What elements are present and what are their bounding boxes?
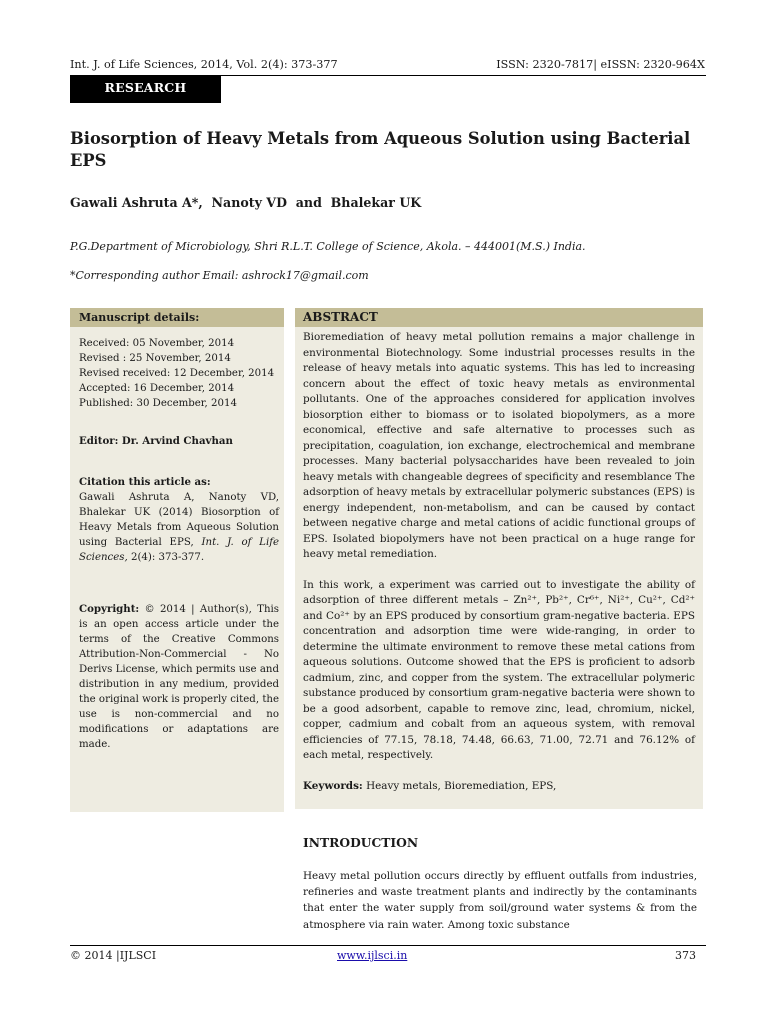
copyright-text: © 2014 | Author(s), This is an open access article under the terms of the Creative Commons Attribution-Non-Commercial - No Derivs License, which permits use and distribution in any medium, provided the original work is properly cited, the use is non-commercial and no modifications or adaptations are made. [79,604,279,750]
citation-text: Gawali Ashruta A, Nanoty VD, Bhalekar UK (2014) Biosorption of Heavy Metals from Aqueous Solution using Bacterial EPS, Int. J. of Life Sciences, 2(4): 373-377. [79,492,280,563]
issn: ISSN: 2320-7817| eISSN: 2320-964X [496,58,705,71]
copyright-label: Copyright: [79,603,140,615]
journal-citation: Int. J. of Life Sciences, 2014, Vol. 2(4): 373-377 [70,58,338,71]
manuscript-details-heading: Manuscript details: [70,308,284,327]
introduction-text: Heavy metal pollution occurs directly by effluent outfalls from industries, refineries and waste treatment plants and indirectly by the contaminants that enter the water supply from soil/ground water systems & from the atmosphere via rain water. Among toxic substance [303,870,697,931]
article-title: Biosorption of Heavy Metals from Aqueous Solution using Bacterial EPS [70,129,691,170]
copyright-notice [79,602,279,752]
website-link[interactable]: www.ijlsci.in [337,949,408,962]
abstract-paragraph-1: Bioremediation of heavy metal pollution remains a major challenge in environmental Biotechnology. Some industrial processes results in the release of heavy metals into aquatic systems. This has led to increasing concern about the effect of toxic heavy metals as environmental pollutants. One of the approaches considered for application involves biosorption either to biomass or to isolated biopolymers, as a more economical, effective and safe alternative to processes such as precipitation, coagulation, ion exchange, electrochemical and membrane processes. Many bacterial polysaccharides have been revealed to join heavy metals with changeable degrees of specificity and resemblance The adsorption of heavy metals by extracellular polymeric substances (EPS) is energy independent, non-metabolism, and can be caused by contact between negative charge and metal cations of acidic functional groups of EPS. Isolated biopolymers have not been practical on a huge range for heavy metal remediation. [303,331,695,560]
received-date: Received: 05 November, 2014 [79,338,235,349]
citation-block [79,475,279,565]
manuscript-details-panel [70,327,284,812]
abstract-panel [295,327,703,809]
corresponding-author: *Corresponding author Email: ashrock17@gmail.com [70,269,369,282]
keywords [303,779,695,795]
revised-received-date: Revised received: 12 December, 2014 [79,368,275,379]
authors: Gawali Ashruta A*, Nanoty VD and Bhalekar UK [70,195,422,210]
accepted-date: Accepted: 16 December, 2014 [79,383,235,394]
citation-journal: Int. J. of Life Sciences, [79,537,280,563]
footer-copyright: © 2014 |IJLSCI [70,949,157,962]
editor: Editor: Dr. Arvind Chavhan [79,435,233,447]
citation-title: Citation this article as: [79,476,211,488]
introduction-heading: INTRODUCTION [303,835,419,850]
abstract-heading: ABSTRACT [295,308,703,327]
article-type-label: RESEARCH ARTICLE [70,76,221,103]
page-number: 373 [675,949,696,962]
footer-divider [70,945,706,946]
published-date: Published: 30 December, 2014 [79,398,237,409]
affiliation: P.G.Department of Microbiology, Shri R.L.T. College of Science, Akola. – 444001(M.S.) India. [70,240,586,253]
keywords-label: Keywords: [303,779,363,792]
revised-date: Revised : 25 November, 2014 [79,353,231,364]
abstract-paragraph-2: In this work, a experiment was carried out to investigate the ability of adsorption of three different metals – Zn²⁺, Pb²⁺, Cr⁶⁺, Ni²⁺, Cu²⁺, Cd²⁺ and Co²⁺ by an EPS produced by consortium gram-negative bacteria. EPS concentration and adsorption time were wide-ranging, in order to determine the ultimate environment to remove these metal cations from aqueous solutions. Outcome showed that the EPS is proficient to adsorb cadmium, zinc, and copper from the system. The extracellular polymeric substance produced by consortium gram-negative bacteria were shown to be a good adsorbent, capable to remove zinc, lead, chromium, nickel, copper, cadmium and cobalt from an aqueous system, with removal efficiencies of 77.15, 78.18, 74.48, 66.63, 71.00, 72.71 and 76.12% of each metal, respectively. [303,578,695,761]
keywords-list: Heavy metals, Bioremediation, EPS, [362,779,557,792]
manuscript-dates [79,336,279,411]
